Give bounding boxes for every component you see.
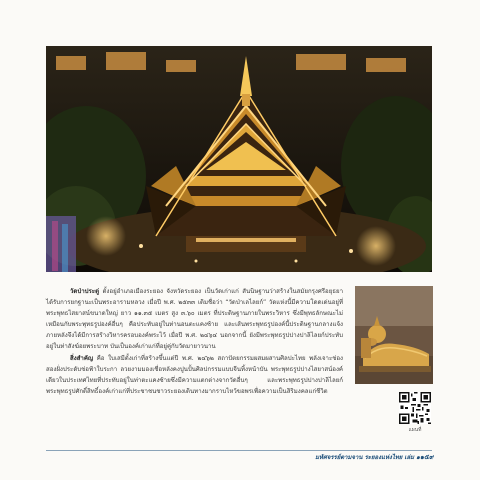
paragraph-2-text: คือ ใบเสมีตั้งเก่าที่สร้างขึ้นแต่ปี พ.ศ. ๒๔๖๒ สถาปัตยกรรมผสมผสานศิลปะไทย พลังเจาะช่องสองฝั่งประดับช่อฟ้าใบระกา ลวยงามมองเชื่อหลังคงปูนปั้นศิลปกรรมแบบจีนทิ้งหน้าบัน พระพุทธรูปปางไสยาสน์องค์เดียวในประเทศไทยที่ประทับอยู่ในท่าตะแคงซ้ายซึ่งมีความแตกต่างจากวัดอื่นๆ และพระพุทธรูปปางปาลิไลยก์ พระพุทธรูปศักดิ์สิทธิ์องค์เก่าแก่ที่ประชาชนชาวระยองเดินทางมากราบไหว้ขอพรเพื่อความเป็นสิริมงคลแก่ชีวิต: [46, 355, 343, 395]
paragraph-2-lead: สิ่งสำคัญ: [70, 355, 94, 362]
map-qr-code[interactable]: [399, 392, 431, 424]
footer-divider: [46, 450, 432, 451]
paragraph-1-text: ตั้งอยู่อำเภอเมืองระยอง จังหวัดระยอง เป็นวัดเก่าแก่ สันนิษฐานว่าสร้างในสมัยกรุงศรีอยุธยา ได้รับการยกฐานะเป็นพระอารามหลวง เมื่อปี พ.ศ. ๒๕๓๓ เดิมชื่อว่า “วัดป่าเลไลยก์” วัดแห่งนี้มีความโดดเด่นอยู่ที่พระพุทธไสยาสน์ขนาดใหญ่ ยาว ๑๑.๓๕ เมตร สูง ๓.๖๐ เมตร ที่ประดิษฐานภายในพระวิหาร ซึ่งมีพุทธลักษณะไม่เหมือนกับพระพุทธรูปองค์อื่นๆ คือประทับอยู่ในท่านอนตะแคงซ้าย และเส้นพระพุทธรูปองค์นี้ประดิษฐานกลางแจ้ง ภายหลังจึงได้มีการสร้างวิหารครอบองค์พระไว้ เมื่อปี พ.ศ. ๒๔๖๔ นอกจากนี้ ยังมีพระพุทธรูปปางปาลิไลยก์ประทับอยู่ในท่าสังฆ์อยพระบาท บันเป็นองค์เก่าแก่ที่อยู่คู่กับวัดมายาวนาน: [46, 288, 343, 350]
footer-book-title: มหัศจรรย์ตามจาน ระยองแห่งไทย เล่ม ๑: [315, 454, 420, 461]
paragraph-1-lead: วัดป่าประดู่: [70, 288, 100, 295]
article-body: [46, 286, 343, 398]
temple-aerial-photo: [46, 46, 432, 272]
paragraph-1: [46, 286, 343, 352]
paragraph-2: [46, 353, 343, 397]
reclining-buddha-photo: [355, 286, 433, 384]
page-number: ๑๕๙: [420, 453, 434, 461]
qr-caption: แผนที่: [408, 427, 422, 433]
